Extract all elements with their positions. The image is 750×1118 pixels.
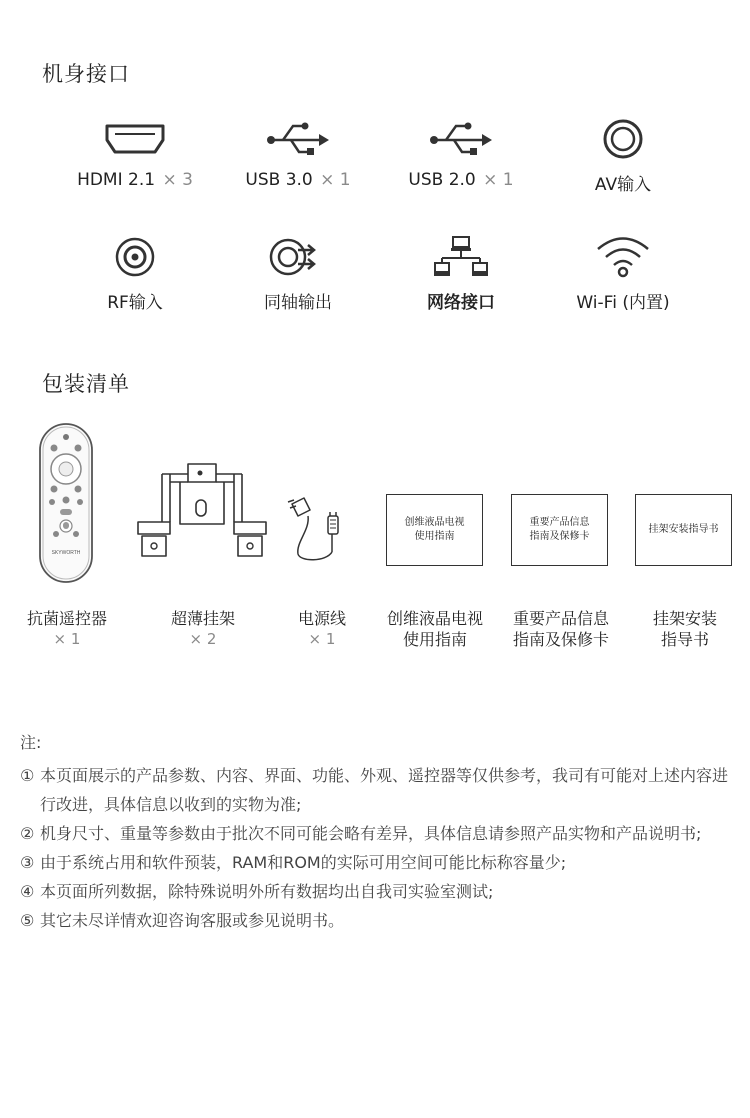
rf-port-icon: [112, 236, 158, 278]
package-item-label: 抗菌遥控器: [26, 609, 107, 628]
package-item-label: 创维液晶电视: [386, 609, 483, 628]
av-port-icon: [600, 118, 646, 160]
notes-title: 注:: [20, 733, 42, 752]
interface-count: × 3: [162, 170, 193, 190]
hdmi-port-icon: [103, 118, 167, 160]
note-number: ②: [20, 824, 35, 843]
booklet-text-line: 重要产品信息: [529, 517, 590, 528]
remote-control-image: [38, 422, 94, 584]
wifi-icon: [595, 236, 651, 278]
wall-bracket-image: [134, 462, 270, 568]
note-item: [20, 819, 730, 848]
booklet-text-line: 使用指南: [414, 531, 455, 542]
interface-count: × 1: [320, 170, 351, 190]
notes-section: [20, 730, 730, 935]
note-number: ④: [20, 882, 35, 901]
interface-network: [381, 236, 541, 313]
package-item-count: × 1: [308, 630, 336, 648]
interface-label: 网络接口: [427, 293, 495, 313]
note-text: 其它未尽详情欢迎咨询客服或参见说明书。: [40, 911, 345, 930]
booklet-product-info: [511, 494, 608, 566]
coaxial-output-icon: [268, 236, 328, 278]
interface-label: RF输入: [107, 293, 163, 313]
interfaces-section-title: 机身接口: [42, 62, 130, 86]
interface-hdmi: [55, 118, 215, 190]
usb-icon: [263, 118, 333, 160]
interface-label: USB 3.0: [245, 170, 313, 190]
note-number: ③: [20, 853, 35, 872]
booklet-text-line: 挂架安装指导书: [648, 524, 719, 535]
remote-brand-text: SKYWORTH: [51, 550, 81, 556]
package-item-label-line2: 使用指南: [402, 630, 467, 649]
package-section-title: 包装清单: [42, 372, 130, 396]
interface-label: HDMI 2.1: [77, 170, 156, 190]
package-item-bracket-guide: [620, 608, 750, 650]
note-item: [20, 877, 730, 906]
package-item-label: 重要产品信息: [512, 609, 609, 628]
interface-label: Wi-Fi (内置): [576, 293, 670, 313]
note-item: [20, 848, 730, 877]
booklet-text-line: 指南及保修卡: [529, 531, 590, 542]
package-item-label: 电源线: [297, 609, 346, 628]
interface-label: 同轴输出: [264, 293, 332, 313]
note-number: ①: [20, 766, 35, 785]
interface-count: × 1: [483, 170, 514, 190]
interface-label: AV输入: [594, 175, 652, 195]
booklet-user-guide: [386, 494, 483, 566]
package-item-remote: [2, 608, 132, 649]
note-item: [20, 761, 730, 819]
note-item: [20, 906, 730, 935]
package-item-label-line2: 指南及保修卡: [512, 630, 609, 649]
network-port-icon: [434, 236, 488, 278]
package-item-bracket: [138, 608, 268, 649]
power-cord-image: [286, 490, 356, 564]
package-item-label: 挂架安装: [652, 609, 717, 628]
interface-usb30: [218, 118, 378, 190]
package-item-count: × 1: [53, 630, 81, 648]
package-item-count: × 2: [189, 630, 217, 648]
interface-usb20: [381, 118, 541, 190]
note-text: 机身尺寸、重量等参数由于批次不同可能会略有差异，具体信息请参照产品实物和产品说明书;: [40, 824, 702, 843]
booklet-bracket-guide: [635, 494, 732, 566]
package-item-user-guide: [370, 608, 500, 650]
interface-rf: [55, 236, 215, 313]
note-text: 本页面展示的产品参数、内容、界面、功能、外观、遥控器等仅供参考，我司有可能对上述内容进行改进，具体信息以收到的实物为准;: [40, 766, 729, 814]
package-item-power-cord: [257, 608, 387, 649]
note-number: ⑤: [20, 911, 35, 930]
package-item-label: 超薄挂架: [170, 609, 235, 628]
package-item-label-line2: 指导书: [660, 630, 709, 649]
interface-av: [543, 118, 703, 195]
note-text: 由于系统占用和软件预装，RAM和ROM的实际可用空间可能比标称容量少;: [40, 853, 567, 872]
interface-wifi: [543, 236, 703, 313]
interface-label: USB 2.0: [408, 170, 476, 190]
interface-coaxial: [218, 236, 378, 313]
booklet-text-line: 创维液晶电视: [404, 517, 465, 528]
note-text: 本页面所列数据，除特殊说明外所有数据均出自我司实验室测试;: [40, 882, 494, 901]
package-item-product-info: [496, 608, 626, 650]
usb-icon: [426, 118, 496, 160]
